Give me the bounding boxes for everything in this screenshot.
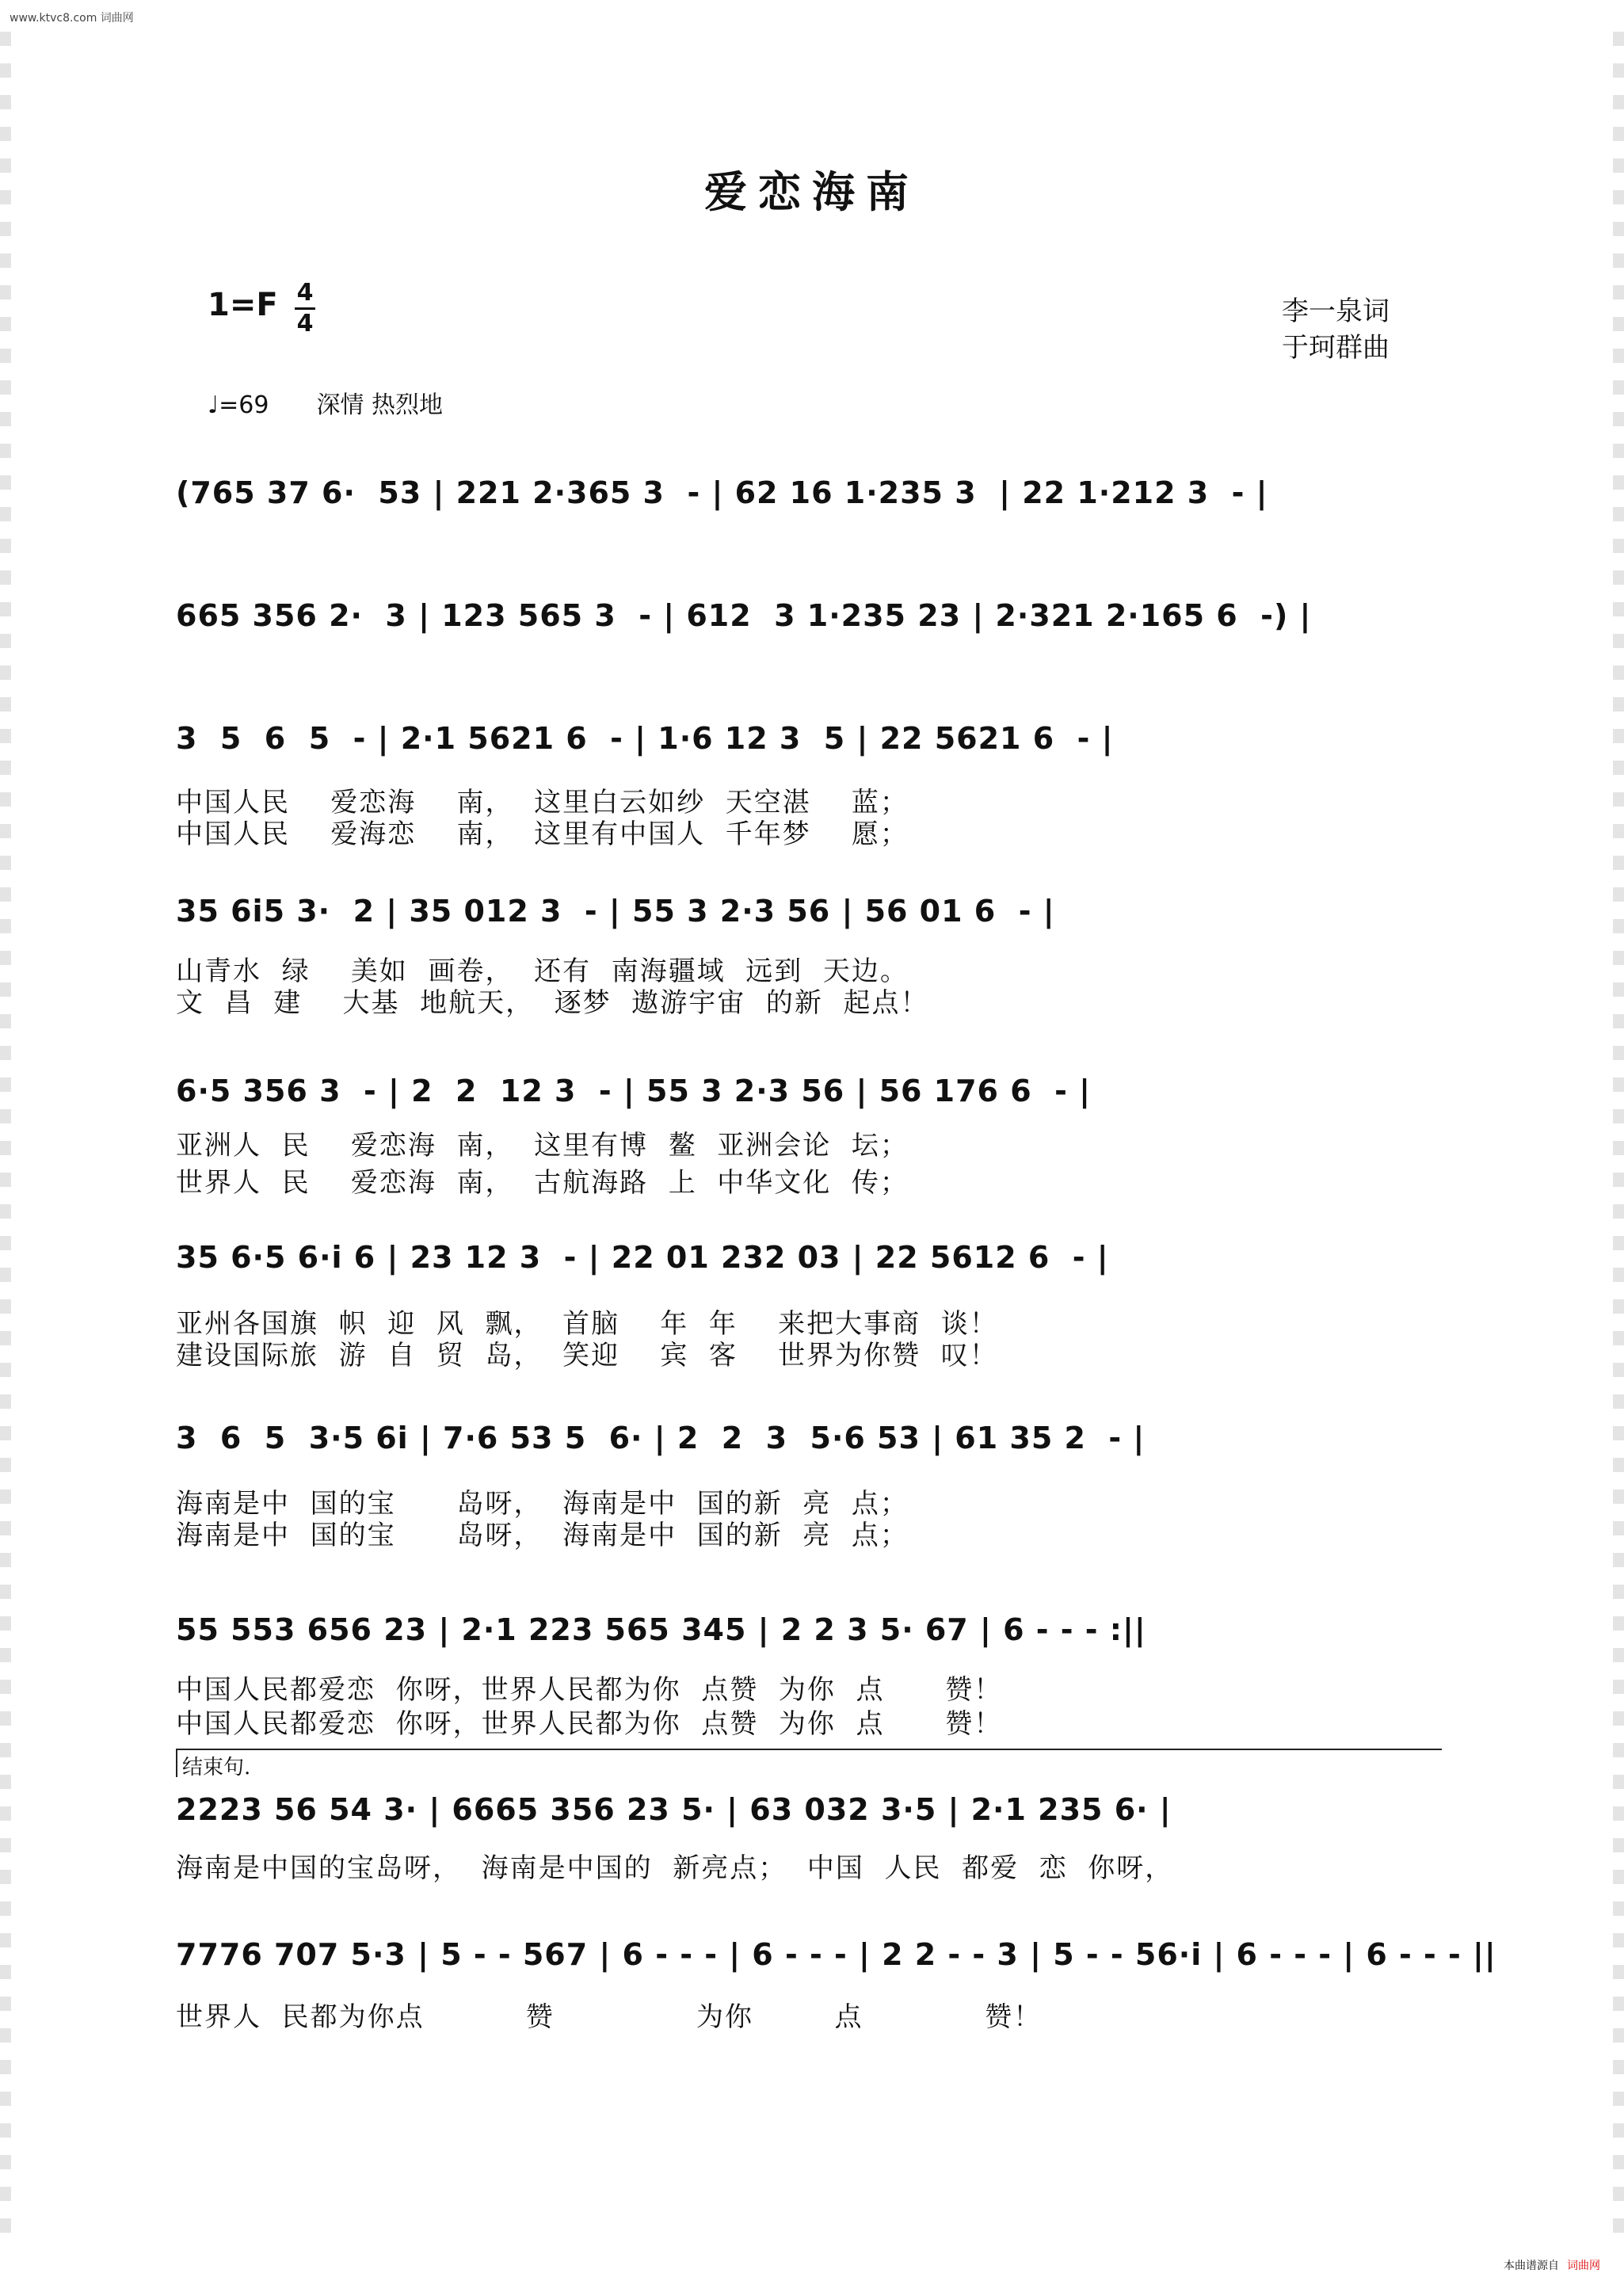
footer xyxy=(1504,2257,1600,2273)
song-title: 爱恋海南 xyxy=(704,166,920,217)
notation-row: 35 6·5 6·i 6 | 23 12 3 - | 22 01 232 03 | 22 5612 6 - | xyxy=(176,1240,1109,1275)
ending-line xyxy=(176,1749,1442,1750)
right-margin-watermark xyxy=(1613,32,1624,2250)
composer: 于珂群曲 xyxy=(1282,332,1390,364)
lyric-line-1: 中国人民 爱恋海 南， 这里白云如纱 天空湛 蓝； xyxy=(176,787,909,818)
lyric-line-1: 山青水 绿 美如 画卷， 还有 南海疆域 远到 天边。 xyxy=(176,956,909,987)
lyric-line-1: 海南是中 国的宝 岛呀， 海南是中 国的新 亮 点； xyxy=(176,1488,909,1520)
footer-source: 本曲谱源自 xyxy=(1504,2260,1559,2272)
time-signature xyxy=(295,279,315,338)
lyricist: 李一泉词 xyxy=(1282,296,1390,327)
notation-row: 665 356 2· 3 | 123 565 3 - | 612 3 1·235 23 | 2·321 2·165 6 -) | xyxy=(176,598,1312,633)
time-denominator: 4 xyxy=(296,310,314,338)
notation-row: (765 37 6· 53 | 221 2·365 3 - | 62 16 1·235 3 | 22 1·212 3 - | xyxy=(176,475,1268,510)
ending-bracket xyxy=(176,1749,177,1777)
notation-row: 3 6 5 3·5 6i | 7·6 53 5 6· | 2 2 3 5·6 53 | 61 35 2 - | xyxy=(176,1421,1146,1455)
lyric-line-2: 世界人 民 爱恋海 南， 古航海路 上 中华文化 传； xyxy=(176,1167,909,1199)
footer-brand: 词曲网 xyxy=(1567,2260,1600,2272)
tempo-marking xyxy=(208,385,443,420)
time-numerator: 4 xyxy=(296,279,314,307)
lyric-line-1: 海南是中国的宝岛呀， 海南是中国的 新亮点； 中国 人民 都爱 恋 你呀， xyxy=(176,1852,1174,1884)
key-signature: 1=F xyxy=(208,287,278,323)
lyric-line-2: 建设国际旅 游 自 贸 岛， 笑迎 宾 客 世界为你赞 叹！ xyxy=(176,1340,998,1371)
lyric-line-1: 亚洲人 民 爱恋海 南， 这里有博 鳌 亚洲会论 坛； xyxy=(176,1130,909,1161)
lyric-line-2: 中国人民都爱恋 你呀，世界人民都为你 点赞 为你 点 赞！ xyxy=(176,1708,1003,1740)
lyric-line-2: 海南是中 国的宝 岛呀， 海南是中 国的新 亮 点； xyxy=(176,1520,909,1551)
ending-label: 结束句. xyxy=(182,1756,251,1779)
lyric-line-1: 世界人 民都为你点 赞 为你 点 赞！ xyxy=(176,2001,1043,2033)
notation-row: 3 5 6 5 - | 2·1 5621 6 - | 1·6 12 3 5 | 22 5621 6 - | xyxy=(176,721,1114,756)
left-margin-watermark xyxy=(0,32,11,2250)
expression-text: 深情 热烈地 xyxy=(316,391,444,419)
notation-row: 7776 707 5·3 | 5 - - 567 | 6 - - - | 6 - - - | 2 2 - - 3 | 5 - - 56·i | 6 - - - | 6 - - - || xyxy=(176,1937,1496,1972)
credits xyxy=(1282,293,1390,366)
lyric-line-1: 亚州各国旗 帜 迎 风 飘， 首脑 年 年 来把大事商 谈！ xyxy=(176,1308,998,1340)
notation-row: 35 6i5 3· 2 | 35 012 3 - | 55 3 2·3 56 | 56 01 6 - | xyxy=(176,894,1055,929)
lyric-line-1: 中国人民都爱恋 你呀，世界人民都为你 点赞 为你 点 赞！ xyxy=(176,1674,1003,1706)
notation-row: 2223 56 54 3· | 6665 356 23 5· | 63 032 3·5 | 2·1 235 6· | xyxy=(176,1792,1172,1827)
tempo-value: ♩=69 xyxy=(208,391,269,419)
source-url: www.ktvc8.com 词曲网 xyxy=(10,12,134,25)
notation-row: 55 553 656 23 | 2·1 223 565 345 | 2 2 3 5· 67 | 6 - - - :|| xyxy=(176,1612,1146,1647)
lyric-line-2: 文 昌 建 大基 地航天， 逐梦 遨游宇宙 的新 起点！ xyxy=(176,987,929,1019)
notation-row: 6·5 356 3 - | 2 2 12 3 - | 55 3 2·3 56 | 56 176 6 - | xyxy=(176,1074,1092,1108)
lyric-line-2: 中国人民 爱海恋 南， 这里有中国人 千年梦 愿； xyxy=(176,818,909,850)
